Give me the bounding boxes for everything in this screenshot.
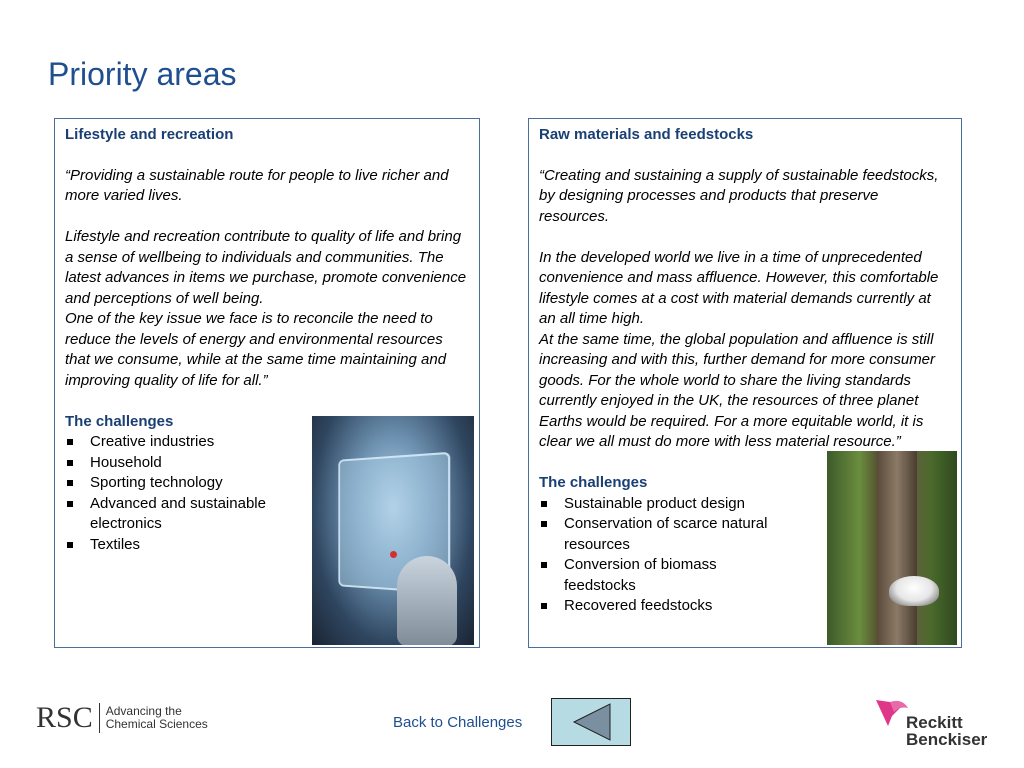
panel-body: One of the key issue we face is to reconcile the need to reduce the levels of energy and environmental resources that we consume, while at the same time maintaining and improving quality of life for all.” (65, 310, 447, 389)
rsc-tagline: Advancing the Chemical Sciences (105, 704, 208, 731)
rb-line2: Benckiser (906, 730, 988, 749)
rb-line1: Reckitt (906, 713, 963, 732)
triangle-left-icon (552, 699, 630, 745)
rsc-logo (36, 700, 208, 736)
list-item: Sustainable product design (539, 494, 769, 515)
back-to-challenges-link[interactable]: Back to Challenges (393, 714, 523, 731)
list-item: Textiles (65, 535, 295, 556)
panel-heading: Raw materials and feedstocks (539, 126, 754, 143)
list-item: Sporting technology (65, 473, 295, 494)
page-title: Priority areas (48, 56, 237, 92)
back-button[interactable] (551, 698, 631, 746)
panel-quote: “Providing a sustainable route for people to live richer and more varied lives. (65, 166, 449, 204)
panel-quote: “Creating and sustaining a supply of sustainable feedstocks, by designing processes and products that preserve resources. (539, 166, 939, 225)
touchscreen-news-photo (312, 416, 474, 645)
list-item: Creative industries (65, 432, 295, 453)
challenges-title: The challenges (539, 474, 648, 491)
challenges-list (65, 432, 295, 555)
panel-body: Lifestyle and recreation contribute to quality of life and bring a sense of wellbeing to individuals and communities. The latest advances in items we purchase, promote convenience and perceptions of well being. (65, 228, 467, 307)
rsc-mark: RSC (36, 703, 100, 733)
challenges-title: The challenges (65, 412, 174, 430)
list-item: Conversion of biomass feedstocks (539, 555, 769, 596)
panel-body: At the same time, the global population and affluence is still increasing and with this, further demand for more consumer goods. For the whole world to share the living standards currently enjoyed in the UK, the resources of three planet Earths would be required. For a more equitable world, it is clear we all must do more with less material resource.” (539, 330, 936, 450)
list-item: Recovered feedstocks (539, 596, 769, 617)
list-item: Household (65, 453, 295, 474)
panel-heading: Lifestyle and recreation (65, 126, 234, 143)
list-item: Advanced and sustainable electronics (65, 494, 295, 535)
rubber-tree-tapping-photo (827, 451, 957, 645)
reckitt-benckiser-logo (872, 696, 992, 750)
challenges-list (539, 494, 769, 617)
panel-body: In the developed world we live in a time of unprecedented convenience and mass affluence. However, this comfortable lifestyle comes at a cost with material demands currently at an all time high. (539, 248, 939, 327)
list-item: Conservation of scarce natural resources (539, 514, 769, 555)
